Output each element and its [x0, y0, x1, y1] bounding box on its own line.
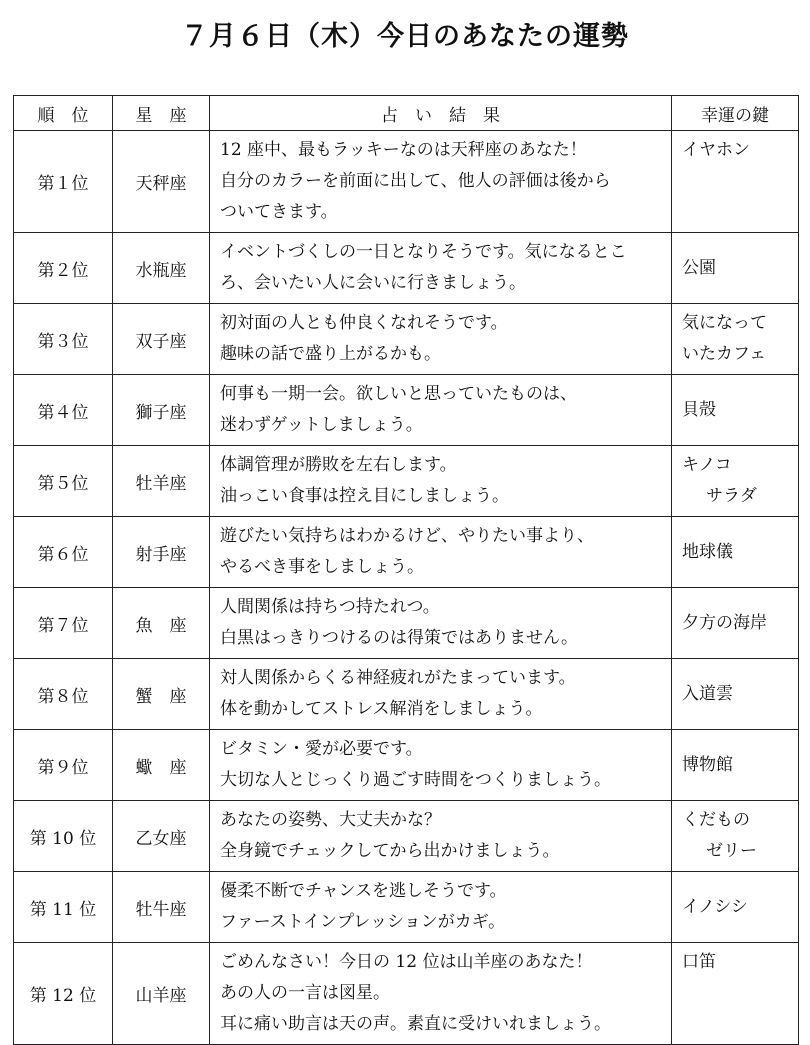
rank-cell: 第７位: [14, 588, 113, 659]
rank-cell: 第３位: [14, 304, 113, 375]
fortune-result-cell: [210, 588, 672, 659]
fortune-result-cell: [210, 446, 672, 517]
lucky-key-line: 夕方の海岸: [682, 612, 767, 633]
zodiac-sign-cell: 山羊座: [113, 943, 210, 1045]
zodiac-sign-cell: 乙女座: [113, 801, 210, 872]
table-row: [14, 304, 799, 375]
fortune-line: 全身鏡でチェックしてから出かけましょう。: [220, 841, 560, 861]
lucky-key-cell: [672, 446, 799, 517]
fortune-line: やるべき事をしましょう。: [220, 557, 424, 577]
lucky-key-cell: [672, 730, 799, 801]
fortune-line: イベントづくしの一日となりそうです。気になるとこ: [220, 242, 627, 262]
zodiac-sign-cell: 水瓶座: [113, 233, 210, 304]
fortune-line: 初対面の人とも仲良くなれそうです。: [220, 313, 508, 333]
lucky-key-line: いたカフェ: [682, 344, 767, 364]
fortune-result-cell: [210, 233, 672, 304]
fortune-line: あの人の一言は図星。: [220, 983, 390, 1003]
fortune-result-cell: [210, 730, 672, 801]
header-result: 占 い 結 果: [210, 96, 672, 131]
lucky-key-cell: [672, 943, 799, 1045]
zodiac-sign-cell: 牡牛座: [113, 872, 210, 943]
table-row: [14, 517, 799, 588]
zodiac-sign-cell: 双子座: [113, 304, 210, 375]
fortune-result-cell: [210, 872, 672, 943]
rank-cell: 第４位: [14, 375, 113, 446]
lucky-key-line: 入道雲: [682, 683, 733, 704]
lucky-key-cell: [672, 304, 799, 375]
lucky-key-line: ゼリー: [706, 841, 757, 861]
table-row: [14, 131, 799, 233]
rank-cell: 第９位: [14, 730, 113, 801]
page-title: ７月６日（木）今日のあなたの運勢: [181, 21, 629, 52]
table-row: [14, 588, 799, 659]
fortune-line: ついてきます。: [220, 202, 338, 222]
rank-cell: 第 12 位: [14, 943, 113, 1045]
rank-cell: 第 10 位: [14, 801, 113, 872]
fortune-line: 対人関係からくる神経疲れがたまっています。: [220, 668, 576, 688]
zodiac-sign-cell: 獅子座: [113, 375, 210, 446]
lucky-key-cell: [672, 659, 799, 730]
lucky-key-line: サラダ: [706, 486, 757, 506]
horoscope-table: [13, 95, 799, 1045]
lucky-key-line: 口笛: [682, 952, 716, 972]
zodiac-sign-cell: 蠍 座: [113, 730, 210, 801]
rank-cell: 第２位: [14, 233, 113, 304]
header-rank: 順 位: [14, 96, 113, 131]
lucky-key-line: キノコ: [682, 455, 732, 475]
fortune-line: 人間関係は持ちつ持たれつ。: [220, 597, 440, 617]
zodiac-sign-cell: 牡羊座: [113, 446, 210, 517]
fortune-line: 油っこい食事は控え目にしましょう。: [220, 486, 509, 506]
fortune-result-cell: [210, 517, 672, 588]
zodiac-sign-cell: 天秤座: [113, 131, 210, 233]
lucky-key-cell: [672, 588, 799, 659]
fortune-line: 体調管理が勝敗を左右します。: [220, 455, 457, 475]
lucky-key-line: 地球儀: [682, 541, 733, 562]
fortune-line: 何事も一期一会。欲しいと思っていたものは、: [220, 384, 577, 404]
zodiac-sign-cell: 射手座: [113, 517, 210, 588]
table-row: [14, 872, 799, 943]
lucky-key-cell: [672, 872, 799, 943]
fortune-line: 遊びたい気持ちはわかるけど、やりたい事より、: [220, 526, 594, 546]
table-row: [14, 801, 799, 872]
rank-cell: 第 11 位: [14, 872, 113, 943]
fortune-line: ファーストインプレッションがカギ。: [220, 912, 506, 932]
fortune-line: ビタミン・愛が必要です。: [220, 739, 423, 759]
zodiac-sign-cell: 魚 座: [113, 588, 210, 659]
header-sign: 星 座: [113, 96, 210, 131]
table-row: [14, 446, 799, 517]
fortune-line: 白黒はっきりつけるのは得策ではありません。: [220, 628, 579, 648]
lucky-key-line: 気になって: [682, 313, 767, 333]
lucky-key-line: 博物館: [682, 754, 733, 775]
fortune-line: 耳に痛い助言は天の声。素直に受けいれましょう。: [220, 1014, 611, 1034]
fortune-line: 体を動かしてストレス解消をしましょう。: [220, 699, 543, 719]
fortune-line: 迷わずゲットしましょう。: [220, 415, 423, 435]
lucky-key-line: イヤホン: [682, 140, 750, 160]
lucky-key-line: 公園: [682, 257, 716, 278]
fortune-result-cell: [210, 943, 672, 1045]
table-row: [14, 659, 799, 730]
fortune-line: ごめんなさい！今日の 12 位は山羊座のあなた！: [220, 952, 593, 972]
fortune-line: 自分のカラーを前面に出して、他人の評価は後から: [220, 171, 611, 191]
table-row: [14, 730, 799, 801]
table-row: [14, 943, 799, 1045]
fortune-result-cell: [210, 375, 672, 446]
lucky-key-cell: [672, 233, 799, 304]
fortune-line: 優柔不断でチャンスを逃しそうです。: [220, 881, 507, 901]
rank-cell: 第８位: [14, 659, 113, 730]
header-row: [14, 96, 799, 131]
fortune-result-cell: [210, 131, 672, 233]
rank-cell: 第６位: [14, 517, 113, 588]
zodiac-sign-cell: 蟹 座: [113, 659, 210, 730]
fortune-line: ろ、会いたい人に会いに行きましょう。: [220, 273, 526, 293]
lucky-key-cell: [672, 801, 799, 872]
header-lucky-key: 幸運の鍵: [672, 96, 799, 131]
lucky-key-cell: [672, 517, 799, 588]
rank-cell: 第１位: [14, 131, 113, 233]
lucky-key-line: くだもの: [682, 810, 750, 830]
table-row: [14, 375, 799, 446]
fortune-line: 大切な人とじっくり過ごす時間をつくりましょう。: [220, 770, 611, 790]
fortune-result-cell: [210, 801, 672, 872]
lucky-key-line: イノシシ: [682, 896, 748, 917]
fortune-line: 12 座中、最もラッキーなのは天秤座のあなた！: [220, 140, 587, 160]
fortune-line: 趣味の話で盛り上がるかも。: [220, 344, 441, 364]
fortune-result-cell: [210, 304, 672, 375]
lucky-key-cell: [672, 375, 799, 446]
lucky-key-cell: [672, 131, 799, 233]
table-row: [14, 233, 799, 304]
fortune-result-cell: [210, 659, 672, 730]
lucky-key-line: 貝殻: [682, 399, 716, 420]
rank-cell: 第５位: [14, 446, 113, 517]
fortune-line: あなたの姿勢、大丈夫かな？: [220, 810, 441, 830]
